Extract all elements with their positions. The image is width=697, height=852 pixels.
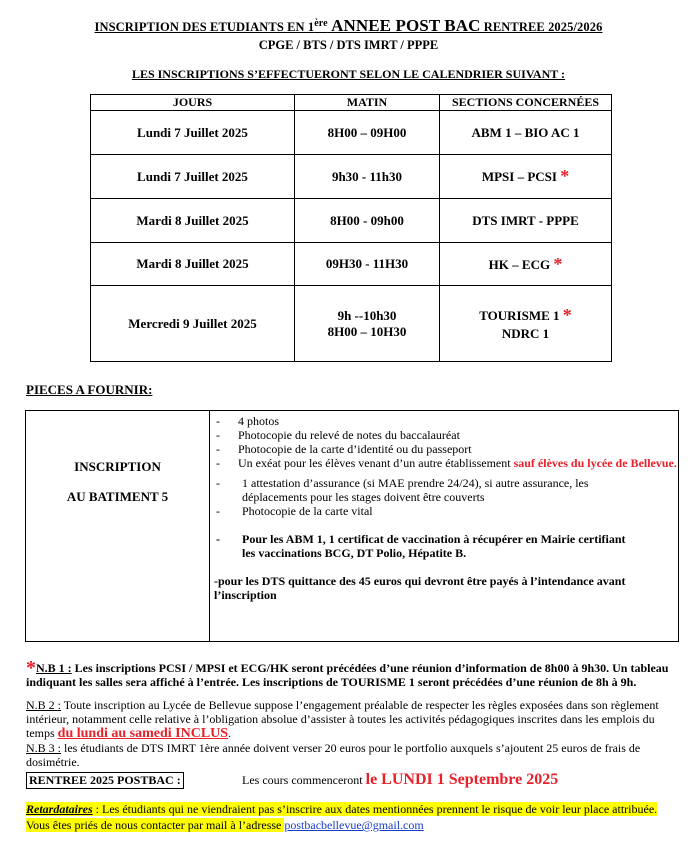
inscription-label: INSCRIPTION	[74, 459, 161, 474]
day-cell: Lundi 7 Juillet 2025	[91, 155, 295, 199]
rentree-date: le LUNDI 1 Septembre 2025	[365, 771, 559, 788]
page-subtitle: CPGE / BTS / DTS IMRT / PPPE	[258, 38, 439, 52]
rentree-row	[26, 771, 682, 796]
section-cell	[440, 286, 612, 362]
section-cell	[440, 243, 612, 286]
section-text: NDRC 1	[501, 326, 550, 341]
pieces-heading: PIECES A FOURNIR:	[26, 382, 153, 397]
title-rentree: RENTREE 2025/2026	[480, 20, 603, 34]
list-item: - Photocopie de la carte d’identité ou du passeport	[216, 442, 472, 456]
building-label: AU BATIMENT 5	[66, 489, 169, 504]
time-cell: 9h30 - 11h30	[295, 155, 440, 199]
section-text: TOURISME 1	[479, 308, 563, 323]
time-line: 9h --10h30	[337, 307, 397, 323]
column-header-days: JOURS	[91, 95, 295, 111]
note-nb2: N.B 2 : Toute inscription au Lycée de Bellevue suppose l’engagement préalable de respecter les règles exposées dans son règlement intérieur, notamment celle relative à l’obligation absolue d’assister à toutes les activités pédagogiques inscrites dans les emplois du temps du lundi au samedi INCLUS.	[26, 698, 659, 741]
list-item: - 1 attestation d’assurance (si MAE prendre 24/24), si autre assurance, les déplacements pour les stages doivent être couverts	[216, 476, 589, 504]
day-cell: Mardi 8 Juillet 2025	[91, 243, 295, 286]
list-item: - Photocopie du relevé de notes du baccalauréat	[216, 428, 460, 442]
table-row	[91, 243, 612, 286]
inscription-location-cell	[26, 411, 210, 642]
asterisk-icon: *	[562, 305, 572, 325]
day-cell: Mardi 8 Juillet 2025	[91, 199, 295, 243]
day-cell: Mercredi 9 Juillet 2025	[91, 286, 295, 362]
time-cell: 8H00 – 09H00	[295, 111, 440, 155]
section-text: MPSI – PCSI	[481, 169, 561, 184]
table-row	[26, 411, 679, 642]
title-text: INSCRIPTION DES ETUDIANTS EN 1	[94, 20, 315, 34]
schedule-header-row	[91, 95, 612, 111]
calendar-intro: LES INSCRIPTIONS S’EFFECTUERONT SELON LE CALENDRIER SUIVANT :	[131, 67, 566, 81]
section-text: DTS IMRT - PPPE	[472, 212, 579, 228]
table-row	[91, 111, 612, 155]
title-superscript: ère	[314, 17, 328, 29]
documents-table	[25, 410, 679, 642]
rentree-info: Les cours commenceront le LUNDI 1 Septembre 2025	[242, 771, 559, 788]
column-header-sections: SECTIONS CONCERNÉES	[440, 95, 612, 111]
late-notice	[26, 801, 682, 833]
asterisk-icon: *	[560, 166, 570, 186]
exception-note: sauf élèves du lycée de Bellevue.	[513, 456, 677, 470]
note-label: N.B 3 :	[26, 741, 62, 755]
dts-note: -pour les DTS quittance des 45 euros qui devront être payés à l’intendance avant l’inscription	[214, 574, 626, 602]
time-cell	[295, 286, 440, 362]
contact-email-link[interactable]: postbacbellevue@gmail.com	[284, 818, 424, 832]
asterisk-icon: *	[553, 253, 563, 274]
table-row	[91, 155, 612, 199]
time-cell: 09H30 - 11H30	[295, 243, 440, 286]
day-cell: Lundi 7 Juillet 2025	[91, 111, 295, 155]
page-title	[0, 16, 697, 36]
section-cell	[440, 111, 612, 155]
time-cell: 8H00 - 09h00	[295, 199, 440, 243]
late-label: Retardataires	[26, 802, 93, 816]
column-header-morning: MATIN	[295, 95, 440, 111]
list-item: - Photocopie de la carte vital	[216, 504, 373, 518]
note-text: Les inscriptions PCSI / MPSI et ECG/HK seront précédées d’une réunion d’information de 8h00 à 9h30. Un tableau indiquant les salles sera affiché à l’entrée. Les inscriptions de TOURISME 1 seront précédées d’une réunion de 8h à 9h.	[26, 661, 669, 689]
time-line: 8H00 – 10H30	[327, 323, 407, 339]
list-item: - Un exéat pour les élèves venant d’un autre établissement sauf élèves du lycée de Bellevue.	[216, 456, 677, 470]
title-emphasis: ANNEE POST BAC	[327, 16, 481, 35]
section-text: HK – ECG	[488, 256, 554, 272]
note-text: Toute inscription au Lycée de Bellevue suppose l’engagement préalable de respecter les règles exposées dans son règlement intérieur, notamment celle relative à l’obligation absolue d’assister à toutes les activités pédagogiques inscrites dans les emplois du temps	[26, 698, 659, 740]
schedule-table	[90, 94, 612, 362]
note-text: les étudiants de DTS IMRT 1ère année doivent verser 20 euros pour le portfolio auxquels s’ajoutent 25 euros de frais de dosimétrie.	[26, 741, 641, 769]
table-row	[91, 286, 612, 362]
note-label: N.B 2 :	[26, 698, 62, 712]
late-text: : Les étudiants qui ne viendraient pas s’inscrire aux dates mentionnées prennent le risque de voir leur place attribuée.	[92, 802, 658, 816]
table-row	[91, 199, 612, 243]
rentree-label: RENTREE 2025 POSTBAC :	[26, 772, 184, 789]
note-nb3	[26, 741, 682, 769]
note-nb1	[26, 657, 682, 689]
list-item: - 4 photos	[216, 414, 280, 428]
section-cell	[440, 155, 612, 199]
note-label: N.B 1 :	[36, 661, 72, 675]
section-text: ABM 1 – BIO AC 1	[471, 124, 580, 140]
documents-list-cell	[210, 411, 679, 642]
contact-text: Vous êtes priés de nous contacter par mail à l’adresse	[26, 818, 285, 832]
asterisk-icon: *	[26, 657, 36, 679]
list-item: - Pour les ABM 1, 1 certificat de vaccination à récupérer en Mairie certifiant les vaccinations BCG, DT Polio, Hépatite B.	[216, 532, 626, 560]
note-emphasis: du lundi au samedi INCLUS	[57, 726, 229, 741]
section-cell	[440, 199, 612, 243]
